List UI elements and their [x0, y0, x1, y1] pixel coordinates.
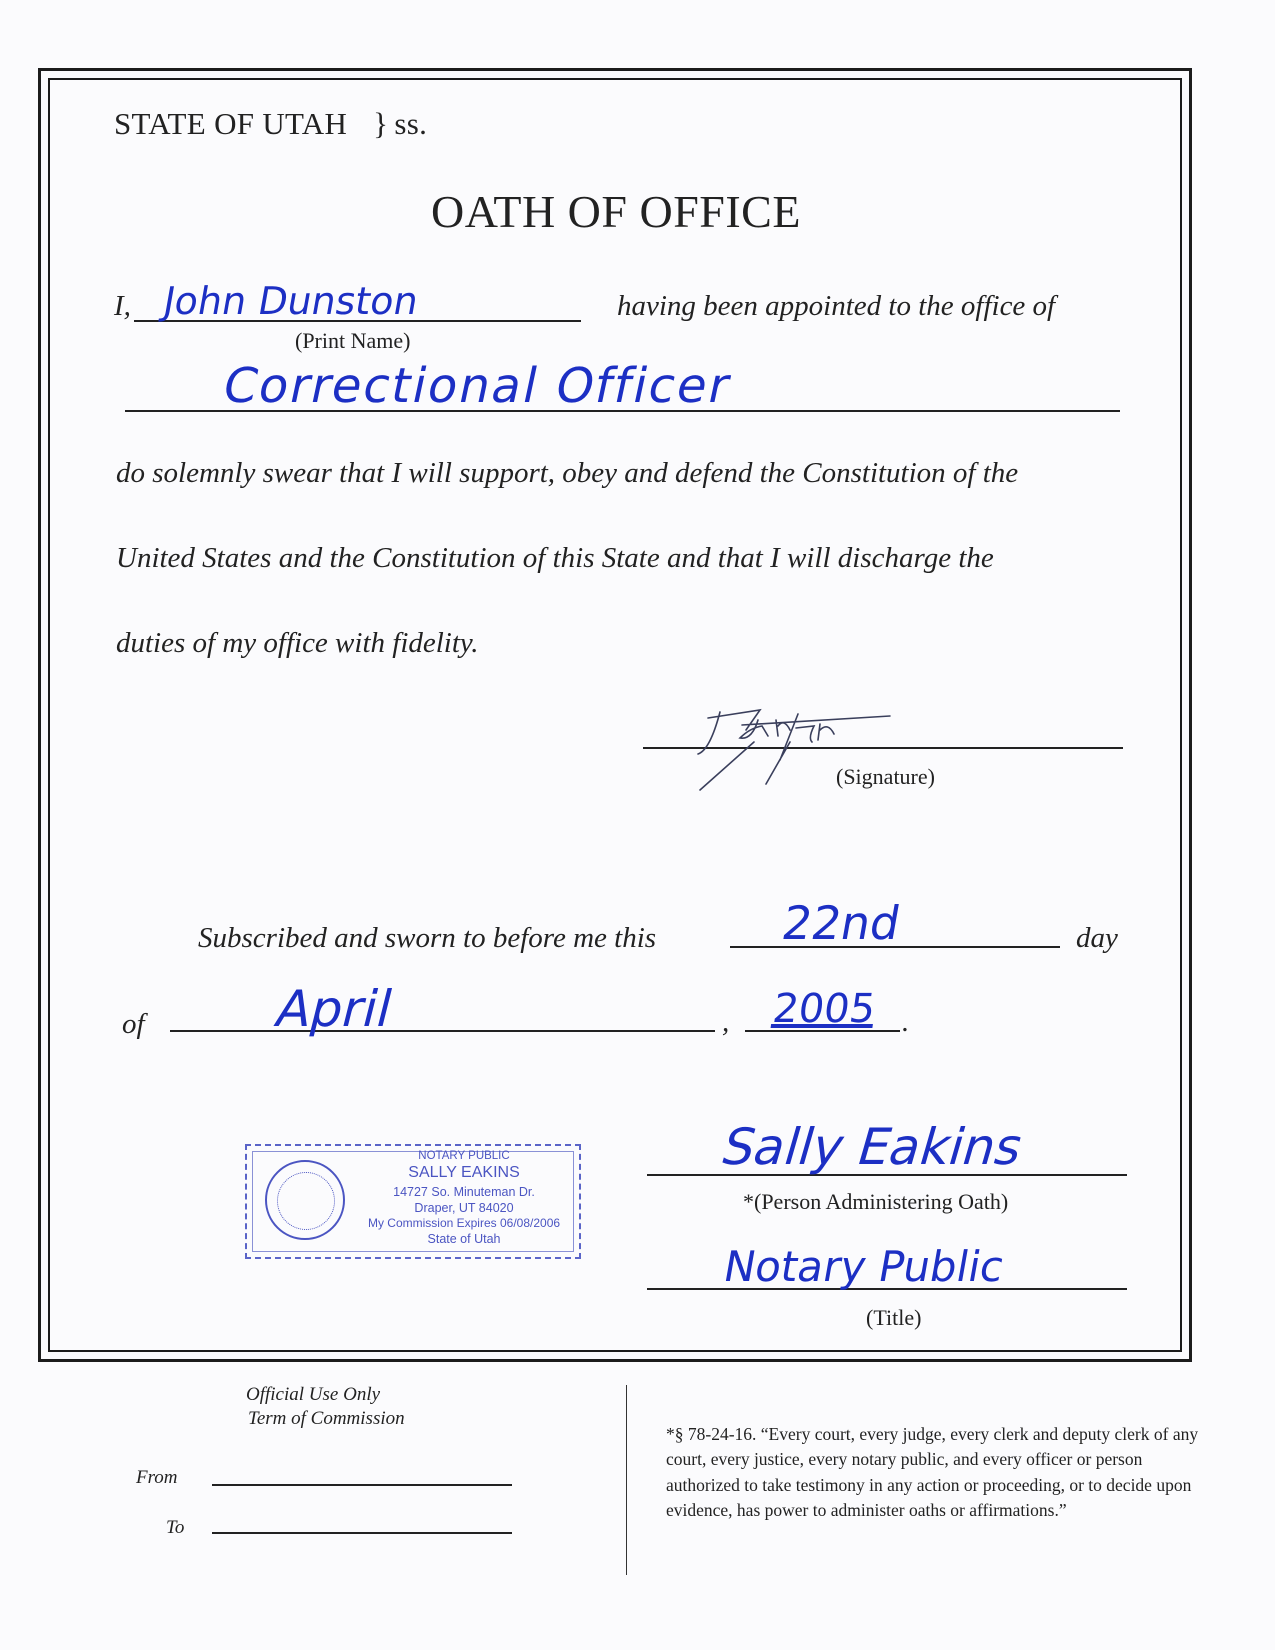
print-name-value: John Dunston: [160, 279, 422, 323]
term-of-commission-label: Term of Commission: [248, 1408, 405, 1429]
day-label: day: [1076, 922, 1118, 954]
statute-text: *§ 78-24-16. “Every court, every judge, every clerk and deputy clerk of any court, every justice, every notary public, and every officer or person authorized to take testimony in any action or proceeding, or to decide upon evidence, has power to administer oaths or affirmations.”: [666, 1424, 1199, 1521]
notary-stamp: [245, 1144, 581, 1259]
stamp-line-6: State of Utah: [427, 1232, 501, 1246]
stamp-line-5: My Commission Expires 06/08/2006: [367, 1216, 561, 1230]
stamp-line-2: SALLY EAKINS: [408, 1164, 520, 1181]
page-title: OATH OF OFFICE: [431, 186, 801, 237]
title-value: Notary Public: [720, 1242, 1008, 1291]
office-value: Correctional Officer: [218, 358, 737, 414]
signature-caption: (Signature): [836, 764, 935, 789]
from-field-line[interactable]: [212, 1484, 512, 1486]
brace-symbol: }: [373, 106, 389, 141]
of-label: of: [122, 1008, 145, 1040]
oath-line-1: do solemnly swear that I will support, obey and defend the Constitution of the: [116, 457, 1019, 489]
appointed-text: having been appointed to the office of: [617, 290, 1056, 322]
title-caption: (Title): [866, 1305, 922, 1330]
ss-label: ss.: [394, 106, 428, 141]
footer-divider: [626, 1385, 627, 1575]
administrator-caption: *(Person Administering Oath): [743, 1189, 1009, 1214]
official-use-label: Official Use Only: [246, 1384, 381, 1405]
administrator-value: Sally Eakins: [715, 1118, 1031, 1176]
stamp-line-3: 14727 So. Minuteman Dr.: [393, 1185, 535, 1199]
print-name-caption: (Print Name): [295, 328, 411, 353]
from-label: From: [136, 1467, 178, 1488]
day-value: 22nd: [778, 896, 905, 950]
to-label: To: [166, 1517, 185, 1538]
oath-line-2: United States and the Constitution of this State and that I will discharge the: [116, 542, 994, 574]
utah-state-seal-icon: [265, 1160, 345, 1240]
stamp-line-4: Draper, UT 84020: [414, 1201, 514, 1215]
month-value: April: [270, 980, 399, 1038]
period-mark: .: [902, 1006, 910, 1038]
oath-line-3: duties of my office with fidelity.: [116, 627, 479, 659]
state-label: STATE OF UTAH: [114, 106, 348, 141]
i-prefix: I,: [114, 290, 131, 322]
to-field-line[interactable]: [212, 1532, 512, 1534]
state-header: [114, 106, 427, 142]
stamp-line-1: NOTARY PUBLIC: [418, 1150, 510, 1162]
comma-mark: ,: [722, 1006, 730, 1038]
subscribed-text: Subscribed and sworn to before me this: [198, 922, 657, 954]
year-value: 2005: [770, 986, 879, 1032]
document-border: [38, 68, 1192, 1362]
month-line: [170, 1030, 715, 1032]
